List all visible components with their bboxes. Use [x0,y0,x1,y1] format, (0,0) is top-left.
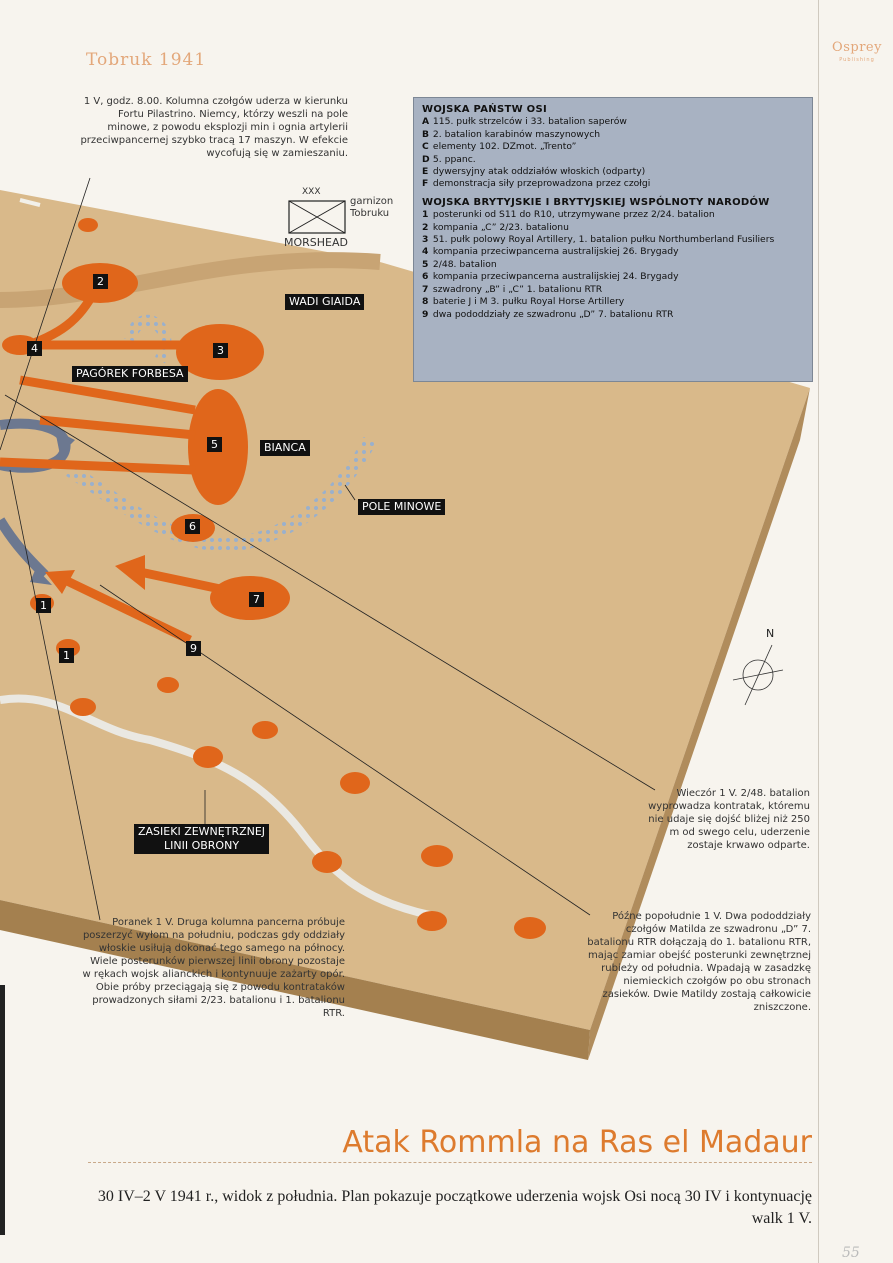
unit-number-3: 3 [213,343,228,358]
page-number: 55 [842,1245,860,1261]
unit-number-1b: 1 [59,648,74,663]
legend-item [422,141,804,153]
unit-label-2: Tobruku [350,208,390,219]
post-k [417,911,447,931]
legend-item [422,259,804,271]
label-wadi-giaida: WADI GIAIDA [285,294,364,310]
legend-item-key: E [422,166,429,178]
legend-item-key: 6 [422,271,429,283]
post-a [78,218,98,232]
corps-unit-symbol [288,200,346,234]
legend-item-text: 51. pułk polowy Royal Artillery, 1. batalion pułku Northumberland Fusiliers [432,234,775,246]
note-right-evening: Wieczór 1 V. 2/48. batalion wyprowadza kontratak, któremu nie udaje się dojść bliżej niż 250 m od swego celu, uderzenie zostaje krwawo odparte. [648,788,810,851]
legend-item [422,178,804,190]
legend-item-text: dwa pododdziały ze szwadronu „D” 7. batalionu RTR [432,308,674,320]
compass-n: N [766,627,775,640]
publisher-logo: Osprey [832,40,882,55]
unit-number-9: 9 [186,641,201,656]
legend-item [422,166,804,178]
post-j [421,845,453,867]
legend-item-text: kompania „C” 2/23. batalionu [432,221,569,233]
legend-item [422,271,804,283]
label-pagorek-forbesa: PAGÓREK FORBESA [72,366,188,382]
legend-item-text: dywersyjny atak oddziałów włoskich (odparty) [432,166,646,178]
legend-item [422,209,804,221]
note-right-afternoon: Późne popołudnie 1 V. Dwa pododdziały czołgów Matilda ze szwadronu „D” 7. batalionu RTR dołączają do 1. batalionu RTR, mając zamiar obejść posterunki zewnętrznej rubieży od południa. Wpadają w zasadzkę niemieckich czołgów po obu stronach zasieków. Dwie Matildy zostają całkowicie zniszczone. [587,911,811,1013]
legend-item-key: 2 [422,221,429,233]
unit-number-2: 2 [93,274,108,289]
post-l [514,917,546,939]
legend-item [422,284,804,296]
legend-item-key: 4 [422,246,429,258]
unit-echelon: XXX [302,187,321,197]
legend-item [422,129,804,141]
legend-item-key: A [422,116,430,128]
note-top-left: 1 V, godz. 8.00. Kolumna czołgów uderza w kierunku Fortu Pilastrino. Niemcy, którzy weszli na pole minowe, z powodu eksplozji min i ognia artylerii przeciwpancernej szybko tracą 17 maszyn. W efekcie wycofują się w zamieszaniu. [80,96,348,159]
legend-item-text: posterunki od S11 do R10, utrzymywane przez 2/24. batalion [432,209,715,221]
figure-caption: 30 IV–2 V 1941 r., widok z południa. Plan pokazuje początkowe uderzenia wojsk Osi nocą 30 IV i kontynuację walk 1 V. [97,1188,812,1227]
unit-label-1: garnizon [350,196,394,207]
unit-number-4: 4 [27,341,42,356]
publisher-subtitle: Publishing [839,57,875,63]
map-legend [413,97,813,382]
legend-item-key: 3 [422,234,429,246]
label-pole-minowe: POLE MINOWE [358,499,445,515]
unit-number-6: 6 [185,519,200,534]
legend-item-text: demonstracja siły przeprowadzona przez czołgi [432,178,651,190]
legend-item-key: C [422,141,429,153]
title-rule [88,1162,812,1163]
legend-item-key: 5 [422,258,429,270]
legend-item [422,246,804,258]
legend-axis-title: WOJSKA PAŃSTW OSI [422,104,548,115]
unit-name: MORSHEAD [284,236,348,249]
legend-item-key: 1 [422,209,429,221]
legend-item-text: 115. pułk strzelców i 33. batalion saperów [432,116,627,128]
legend-item [422,234,804,246]
post-f [252,721,278,739]
label-zasieki-1: ZASIEKI ZEWNĘTRZNEJ [138,825,266,838]
label-zasieki [134,824,269,854]
legend-item-text: kompania przeciwpancerna australijskiej 24. Brygady [432,271,679,283]
legend-item [422,116,804,128]
legend-item-key: D [422,153,430,165]
unit-label [350,196,393,220]
running-title: Tobruk 1941 [86,50,207,70]
legend-item-text: 5. ppanc. [432,153,476,165]
legend-item [422,296,804,308]
post-g [193,746,223,768]
legend-item-key: 7 [422,283,429,295]
unit-number-7: 7 [249,592,264,607]
post-i [312,851,342,873]
legend-item-text: kompania przeciwpancerna australijskiej 26. Brygady [432,246,679,258]
unit-number-5: 5 [207,437,222,452]
legend-item-text: elementy 102. DZmot. „Trento” [432,141,577,153]
page-title: Atak Rommla na Ras el Madaur [342,1125,812,1160]
legend-item-key: 9 [422,308,429,320]
post-d [157,677,179,693]
legend-allied-list [422,209,804,321]
legend-item-text: 2. batalion karabinów maszynowych [432,128,601,140]
legend-item [422,222,804,234]
legend-item-key: 8 [422,296,429,308]
compass-rose [733,645,783,705]
post-e [70,698,96,716]
note-bottom-left: Poranek 1 V. Druga kolumna pancerna próbuje poszerzyć wyłom na południu, podczas gdy oddziały włoskie usiłują dokonać tego samego na północy. Wiele posterunków pierwszej linii obrony pozostaje w rękach wojsk alianckich i kontynuuje zażarty opór. Obie próby przeciągają się z powodu kontrataków prowadzonych siłami 2/23. batalionu i 1. batalionu RTR. [82,917,345,1019]
legend-item-text: baterie J i M 3. pułku Royal Horse Artillery [432,296,625,308]
legend-axis-list [422,116,804,190]
legend-item-key: B [422,128,430,140]
legend-item-text: 2/48. batalion [432,258,497,270]
legend-item [422,309,804,321]
legend-item [422,154,804,166]
legend-allied-title: WOJSKA BRYTYJSKIE I BRYTYJSKIEJ WSPÓLNOTY NARODÓW [422,196,770,208]
legend-item-key: F [422,178,429,190]
legend-item-text: szwadrony „B” i „C” 1. batalionu RTR [432,283,603,295]
post-h [340,772,370,794]
label-bianca: BIANCA [260,440,310,456]
unit-number-1a: 1 [36,598,51,613]
label-zasieki-2: LINII OBRONY [164,839,240,852]
